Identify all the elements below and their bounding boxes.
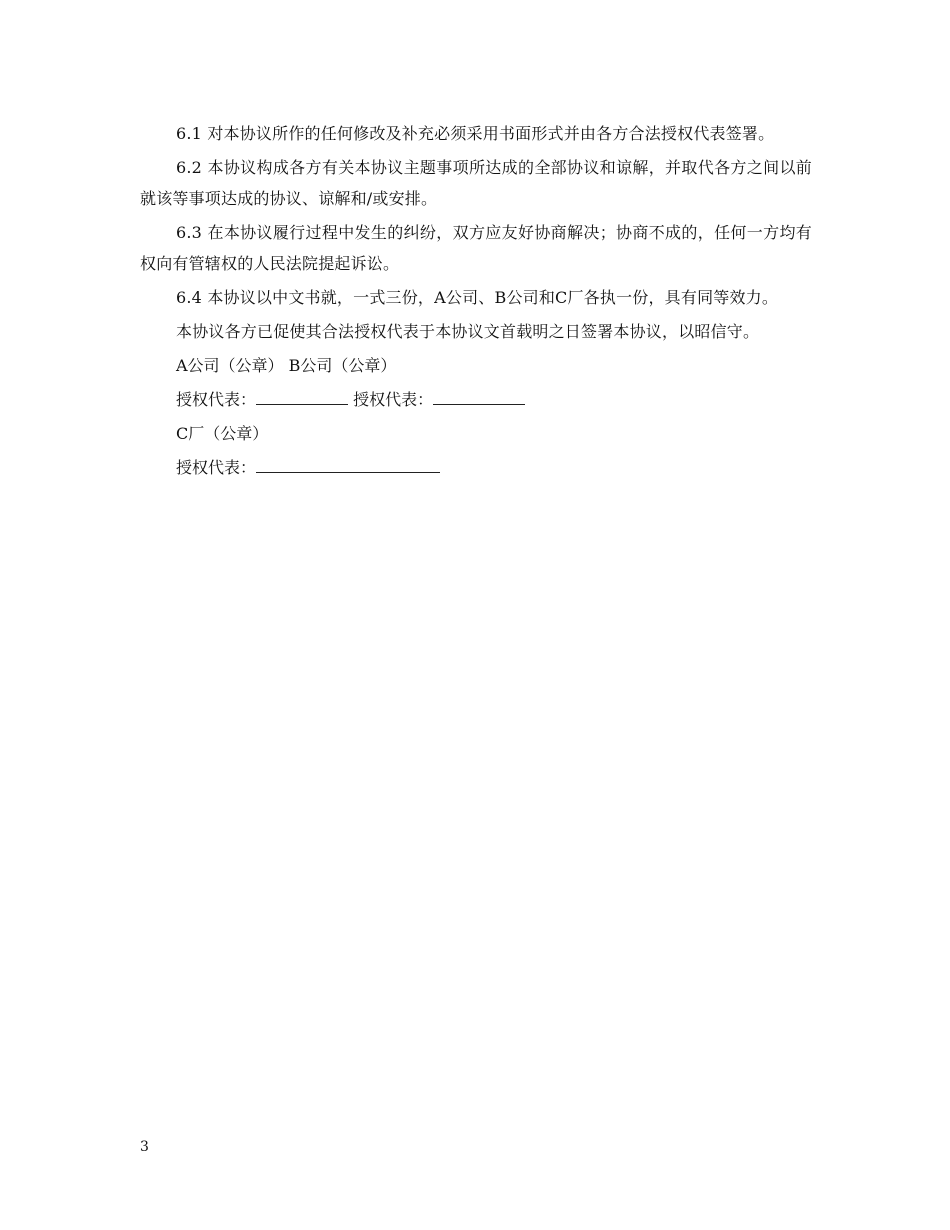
- seal-labels-a-b: A公司（公章） B公司（公章）: [176, 356, 397, 375]
- rep-label-a: 授权代表：: [176, 390, 257, 409]
- seal-label-c: C厂（公章）: [176, 424, 269, 443]
- signature-line-c: [140, 452, 812, 483]
- closing-statement: 本协议各方已促使其合法授权代表于本协议文首载明之日签署本协议，以昭信守。: [176, 322, 760, 341]
- rep-label-b: 授权代表：: [348, 390, 434, 409]
- signature-blank-c: [256, 457, 440, 473]
- page-number: 3: [140, 1139, 149, 1155]
- seal-line-c: [140, 418, 812, 449]
- clause-6-1: 6.1 对本协议所作的任何修改及补充必须采用书面形式并由各方合法授权代表签署。: [176, 124, 775, 143]
- signature-blank-b: [433, 389, 525, 405]
- rep-label-c: 授权代表：: [176, 458, 257, 477]
- signature-blank-a: [256, 389, 348, 405]
- clause-6-2: 6.2 本协议构成各方有关本协议主题事项所达成的全部协议和谅解，并取代各方之间以前就该等事项达成的协议、谅解和/或安排。: [140, 158, 812, 208]
- signature-line-a-b: [140, 384, 812, 415]
- document-body: [140, 118, 812, 486]
- seal-line-a-b: [140, 350, 812, 381]
- clause-6-3: 6.3 在本协议履行过程中发生的纠纷，双方应友好协商解决；协商不成的，任何一方均有权向有管辖权的人民法院提起诉讼。: [140, 223, 812, 273]
- clause-6-4: 6.4 本协议以中文书就，一式三份，A公司、B公司和C厂各执一份，具有同等效力。: [176, 288, 779, 307]
